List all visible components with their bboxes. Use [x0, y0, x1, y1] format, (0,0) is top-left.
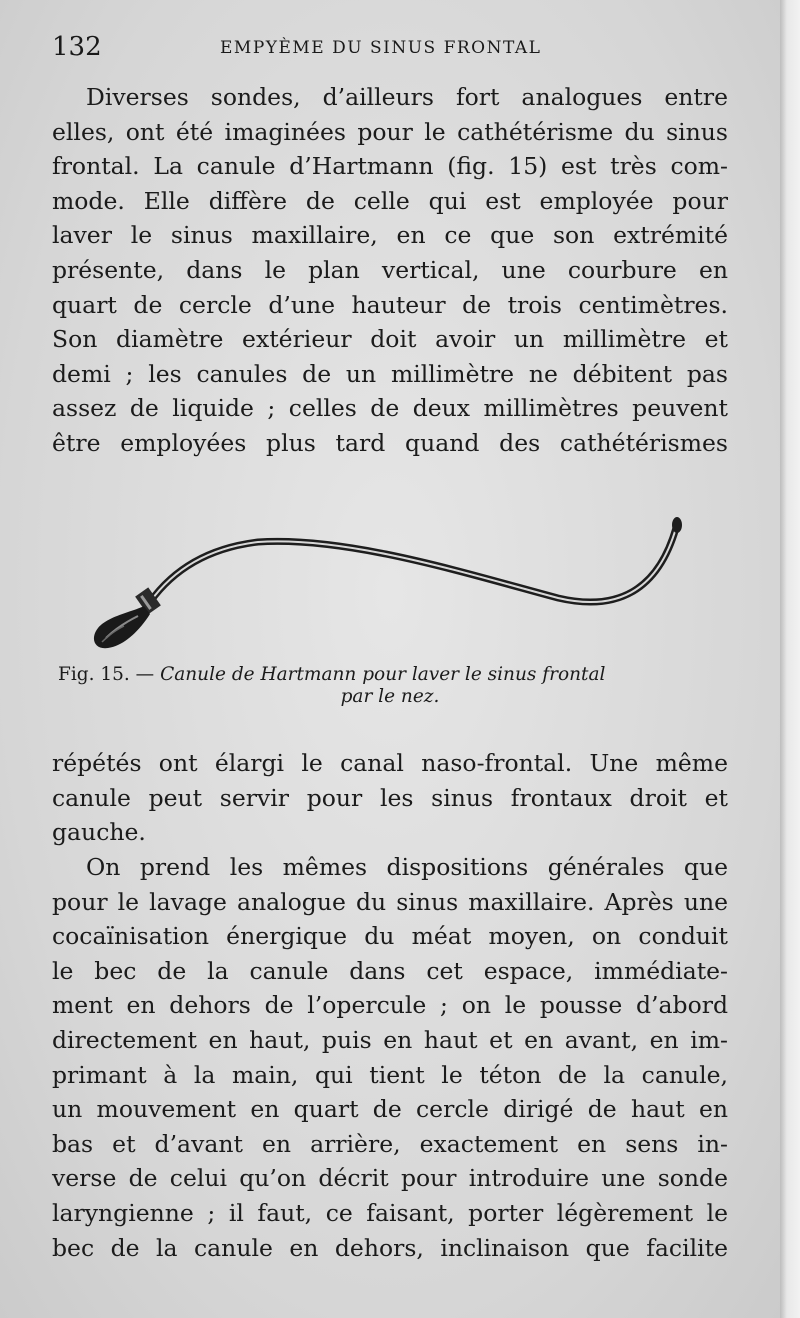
text-line: Diverses sondes, d’ailleurs fort analogues entre [86, 83, 728, 111]
text-line: On prend les mêmes dispositions générales que [86, 853, 728, 881]
text-line: le bec de la canule dans cet espace, immédiate- [52, 956, 728, 985]
text-line: laryngienne ; il faut, ce faisant, porter légèrement le [52, 1198, 728, 1227]
caption-line: par le nez. [340, 686, 440, 707]
text-line: primant à la main, qui tient le téton de la canule, [52, 1060, 728, 1089]
page-number: 132 [52, 32, 102, 62]
text-line: laver le sinus maxillaire, en ce que son extrémité [52, 221, 728, 250]
caption-line [52, 664, 728, 686]
cannula-tip [672, 517, 682, 533]
text-line: présente, dans le plan vertical, une courbure en [52, 255, 728, 284]
figure-caption [52, 664, 728, 708]
cannula-shaft [150, 528, 676, 602]
caption-text: Canule de Hartmann pour laver le sinus frontal [160, 664, 606, 685]
cannula-shaft-highlight [150, 528, 676, 602]
text-line: un mouvement en quart de cercle dirigé de haut en [52, 1095, 728, 1124]
text-line: elles, ont été imaginées pour le cathétérisme du sinus [52, 117, 728, 146]
text-line: cocaïnisation énergique du méat moyen, on conduit [52, 922, 728, 951]
figure-label: Fig. 15. — [58, 664, 155, 685]
text-line: gauche. [52, 818, 146, 847]
text-line: directement en haut, puis en haut et en avant, en im- [52, 1025, 728, 1054]
text-line: canule peut servir pour les sinus frontaux droit et [52, 783, 728, 812]
text-line: pour le lavage analogue du sinus maxillaire. Après une [52, 887, 728, 916]
text-line: quart de cercle d’une hauteur de trois centimètres. [52, 290, 728, 319]
hartmann-cannula-illustration [88, 510, 688, 660]
text-line: ment en dehors de l’opercule ; on le pousse d’abord [52, 991, 728, 1020]
text-line: bec de la canule en dehors, inclinaison que facilite [52, 1233, 728, 1262]
text-line: frontal. La canule d’Hartmann (fig. 15) est très com- [52, 152, 728, 181]
text-line: Son diamètre extérieur doit avoir un millimètre et [52, 325, 728, 354]
page-header [52, 32, 728, 64]
paragraph-catheters [52, 80, 728, 461]
text-line: verse de celui qu’on décrit pour introduire une sonde [52, 1164, 728, 1193]
text-line: assez de liquide ; celles de deux millimètres peuvent [52, 394, 728, 423]
paragraph-procedure [52, 850, 728, 1265]
paragraph-catheters-continued [52, 746, 728, 850]
running-head: EMPYÈME DU SINUS FRONTAL [220, 38, 542, 58]
text-line: être employées plus tard quand des cathétérismes [52, 428, 728, 457]
text-line: bas et d’avant en arrière, exactement en sens in- [52, 1129, 728, 1158]
text-line: mode. Elle diffère de celle qui est employée pour [52, 186, 728, 215]
page-edge [780, 0, 800, 1318]
text-line: demi ; les canules de un millimètre ne débitent pas [52, 359, 728, 388]
text-line: répétés ont élargi le canal naso-frontal. Une même [52, 749, 728, 777]
